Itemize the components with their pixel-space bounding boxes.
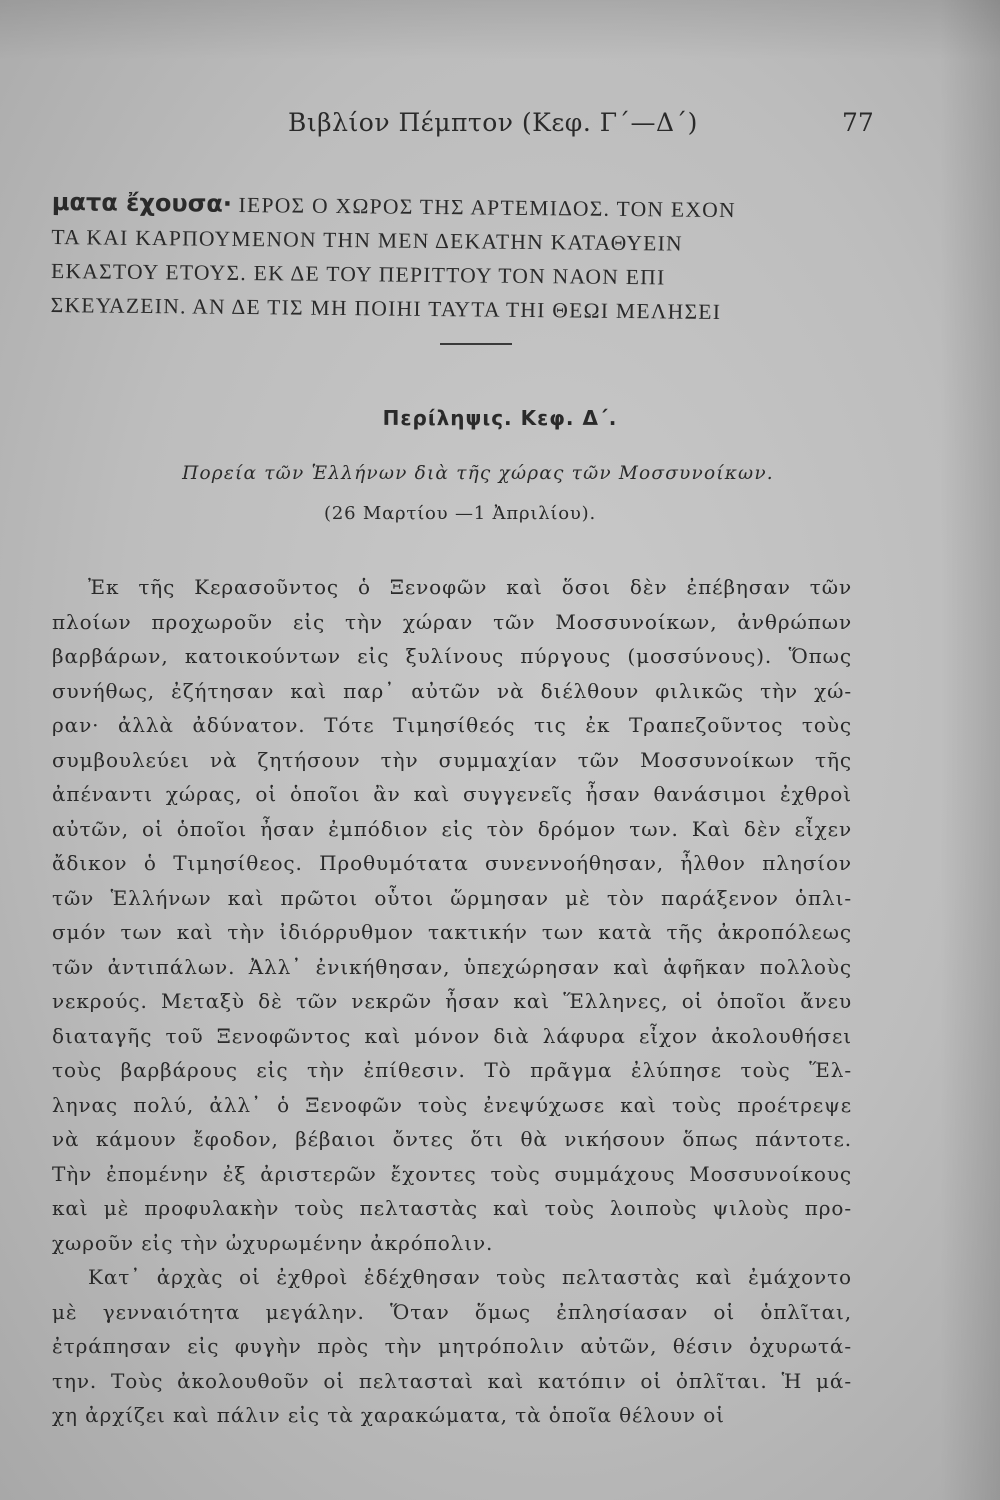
body-line: Ἐκ τῆς Κερασοῦντος ὁ Ξενοφῶν καὶ ὅσοι δὲν ἐπέβησαν τῶν (88, 575, 852, 599)
body-line: νεκρούς. Μεταξὺ δὲ τῶν νεκρῶν ἦσαν καὶ Ἕλληνες, οἱ ὁποῖοι ἄνευ (52, 989, 852, 1013)
body-line: τῶν ἀντιπάλων. Ἀλλ᾽ ἐνικήθησαν, ὑπεχώρησαν καὶ ἀφῆκαν πολλοὺς (52, 954, 852, 979)
body-line: καὶ μὲ προφυλακὴν τοὺς πελταστὰς καὶ τοὺς λοιποὺς ψιλοὺς προ- (52, 1196, 852, 1220)
body-line: σμόν των καὶ τὴν ἰδιόρρυθμον τακτικήν των κατὰ τῆς ἀκροπόλεως (52, 920, 852, 944)
body-line: πλοίων προχωροῦν εἰς τὴν χώραν τῶν Μοσσυνοίκων, ἀνθρώπων (52, 609, 852, 634)
inscription-line-text: ΙΕΡΟΣ Ο ΧΩΡΟΣ ΤΗΣ ΑΡΤΕΜΙΔΟΣ. ΤΟΝ ΕΧΟΝ (238, 192, 737, 223)
body-line: τοὺς βαρβάρους εἰς τὴν ἐπίθεσιν. Τὸ πρᾶγμα ἐλύπησε τοὺς Ἕλ- (52, 1058, 852, 1082)
body-line: χωροῦν εἰς τὴν ὠχυρωμένην ἀκρόπολιν. (52, 1230, 494, 1255)
page-number: 77 (842, 108, 874, 137)
body-line: χη ἀρχίζει καὶ πάλιν εἰς τὰ χαρακώματα, τὰ ὁποῖα θέλουν οἱ (52, 1403, 725, 1427)
body-line: μὲ γενναιότητα μεγάλην. Ὅταν ὅμως ἐπλησίασαν οἱ ὁπλῖται, (52, 1299, 852, 1324)
chapter-dates: (26 Μαρτίου —1 Ἀπριλίου). (324, 503, 596, 524)
body-line: ληνας πολύ, ἀλλ᾽ ὁ Ξενοφῶν τοὺς ἐνεψύχωσε καὶ τοὺς προέτρεψε (52, 1092, 852, 1117)
body-line: διαταγῆς τοῦ Ξενοφῶντος καὶ μόνον διὰ λάφυρα εἶχον ἀκολουθήσει (52, 1023, 852, 1048)
body-line: ἀπέναντι χώρας, οἱ ὁποῖοι ἂν καὶ συγγενεῖς ἦσαν θανάσιμοι ἐχθροὶ (52, 782, 852, 806)
scan-shadow-edge (940, 0, 1000, 1500)
body-line: ἄδικον ὁ Τιμησίθεος. Προθυμότατα συνεννοήθησαν, ἦλθον πλησίον (52, 851, 852, 875)
body-line: τῶν Ἑλλήνων καὶ πρῶτοι οὗτοι ὥρμησαν μὲ τὸν παράξενον ὁπλι- (52, 885, 852, 910)
body-line: ραν· ἀλλὰ ἀδύνατον. Τότε Τιμησίθεός τις ἐκ Τραπεζοῦντος τοὺς (52, 713, 852, 737)
body-line: Τὴν ἐπομένην ἐξ ἀριστερῶν ἔχοντες τοὺς συμμάχους Μοσσυνοίκους (52, 1161, 852, 1186)
inscription-line: ΤΑ ΚΑΙ ΚΑΡΠΟΥΜΕΝΟΝ ΤΗΝ ΜΕΝ ΔΕΚΑΤΗΝ ΚΑΤΑΘΥΕΙΝ (51, 224, 684, 256)
chapter-subtitle: Πορεία τῶν Ἑλλήνων διὰ τῆς χώρας τῶν Μοσσυνοίκων. (182, 463, 774, 484)
body-line: συμβουλεύει νὰ ζητήσουν τὴν συμμαχίαν τῶν Μοσσυνοίκων τῆς (52, 747, 852, 772)
inscription-line: ΕΚΑΣΤΟΥ ΕΤΟΥΣ. ΕΚ ΔΕ ΤΟΥ ΠΕΡΙΤΤΟΥ ΤΟΝ ΝΑΟΝ ΕΠΙ (50, 258, 666, 290)
section-divider (440, 343, 512, 345)
body-line: ἐτράπησαν εἰς φυγὴν πρὸς τὴν μητρόπολιν αὐτῶν, θέσιν ὀχυρωτά- (52, 1334, 852, 1358)
body-line: συνήθως, ἐζήτησαν καὶ παρ᾽ αὐτῶν νὰ διέλθουν φιλικῶς τὴν χώ- (52, 678, 852, 703)
scan-shadow-top (0, 0, 1000, 60)
inscription-lead-word: ματα ἔχουσα· (51, 187, 233, 218)
body-line: βαρβάρων, κατοικούντων εἰς ξυλίνους πύργους (μοσσύνους). Ὅπως (52, 644, 852, 668)
summary-heading: Περίληψις. Κεφ. Δ΄. (382, 406, 618, 430)
running-title: Βιβλίον Πέμπτον (Κεφ. Γ΄—Δ΄) (288, 108, 698, 137)
body-text (52, 570, 852, 1433)
body-line: Κατ᾽ ἀρχὰς οἱ ἐχθροὶ ἐδέχθησαν τοὺς πελταστὰς καὶ ἐμάχοντο (88, 1265, 852, 1289)
body-line: αὐτῶν, οἱ ὁποῖοι ἦσαν ἐμπόδιον εἰς τὸν δρόμον των. Καὶ δὲν εἶχεν (52, 816, 852, 841)
inscription-block (51, 185, 882, 331)
inscription-line: ΣΚΕΥΑΖΕΙΝ. ΑΝ ΔΕ ΤΙΣ ΜΗ ΠΟΙΗΙ ΤΑΥΤΑ ΤΗΙ ΘΕΩΙ ΜΕΛΗΣΕΙ (50, 292, 722, 325)
body-line: νὰ κάμουν ἔφοδον, βέβαιοι ὄντες ὅτι θὰ νικήσουν ὅπως πάντοτε. (52, 1127, 852, 1151)
running-header (0, 108, 1000, 148)
body-line: την. Τοὺς ἀκολουθοῦν οἱ πελτασταὶ καὶ κατόπιν οἱ ὁπλῖται. Ἡ μά- (52, 1368, 852, 1393)
